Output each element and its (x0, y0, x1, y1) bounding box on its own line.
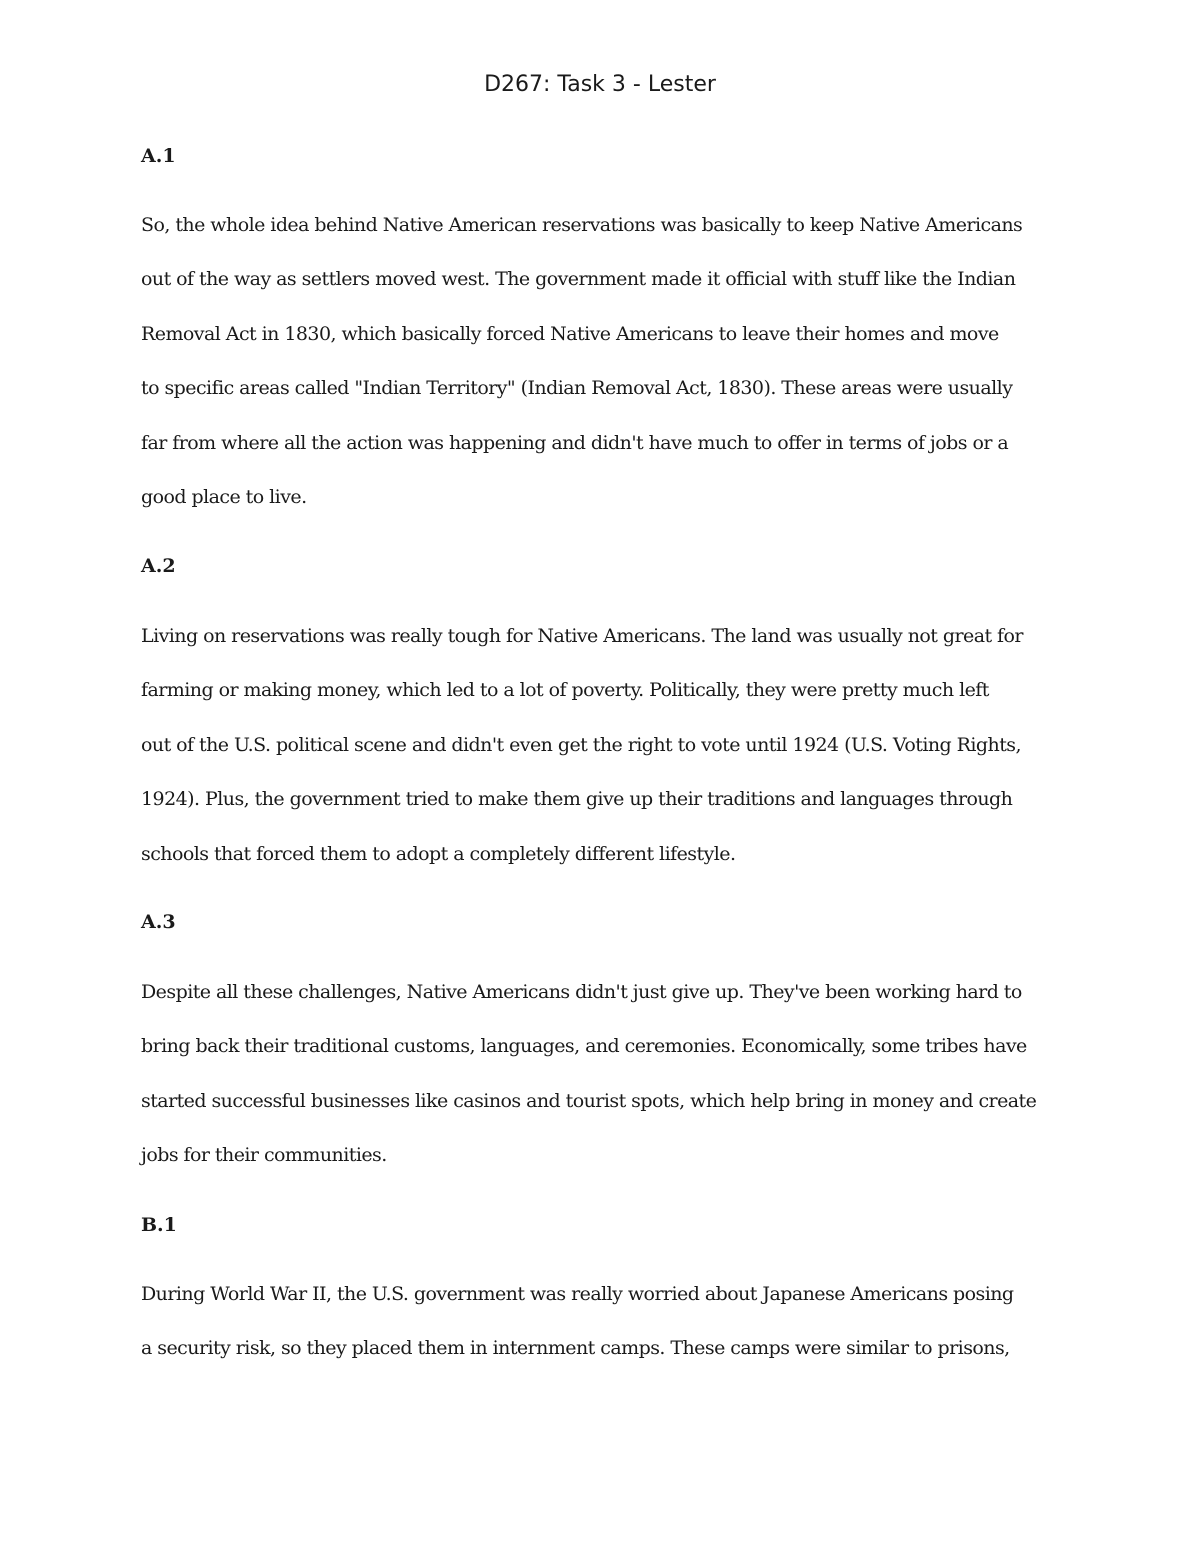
paragraph-line: good place to live. (141, 486, 307, 509)
paragraph-line: Living on reservations was really tough for Native Americans. The land was usually not great for (141, 625, 1023, 647)
paragraph-line: out of the way as settlers moved west. The government made it official with stuff like the Indian (141, 268, 1016, 291)
paragraph-line: During World War II, the U.S. government was really worried about Japanese Americans posing (141, 1283, 1014, 1305)
paragraph-line: jobs for their communities. (141, 1144, 387, 1167)
paragraph-line: to specific areas called "Indian Territory" (Indian Removal Act, 1830). These areas were usually (141, 377, 1013, 400)
section-heading-a1: A.1 (141, 145, 176, 167)
section-paragraph-a1 (141, 198, 1071, 524)
paragraph-line: a security risk, so they placed them in internment camps. These camps were similar to prisons, (141, 1337, 1010, 1360)
paragraph-line: bring back their traditional customs, languages, and ceremonies. Economically, some tribes have (141, 1035, 1027, 1058)
paragraph-line: started successful businesses like casinos and tourist spots, which help bring in money and create (141, 1089, 1037, 1112)
section-heading-b1: B.1 (141, 1214, 177, 1236)
paragraph-line: 1924). Plus, the government tried to make them give up their traditions and languages through (141, 788, 1013, 811)
section-heading-a2: A.2 (141, 555, 176, 577)
section-heading-a3: A.3 (141, 911, 176, 933)
section-paragraph-a2 (141, 609, 1071, 881)
paragraph-line: schools that forced them to adopt a completely different lifestyle. (141, 842, 736, 865)
paragraph-line: So, the whole idea behind Native American reservations was basically to keep Native Americans (141, 214, 1023, 236)
paragraph-line: farming or making money, which led to a lot of poverty. Politically, they were pretty much left (141, 679, 989, 702)
document-title: D267: Task 3 - Lester (484, 72, 716, 97)
section-paragraph-a3 (141, 965, 1071, 1183)
section-paragraph-b1 (141, 1267, 1071, 1376)
paragraph-line: Despite all these challenges, Native Americans didn't just give up. They've been working hard to (141, 981, 1022, 1003)
paragraph-line: out of the U.S. political scene and didn't even get the right to vote until 1924 (U.S. Voting Rights, (141, 733, 1021, 756)
paragraph-line: Removal Act in 1830, which basically forced Native Americans to leave their homes and move (141, 322, 999, 345)
paragraph-line: far from where all the action was happening and didn't have much to offer in terms of jobs or a (141, 431, 1009, 454)
